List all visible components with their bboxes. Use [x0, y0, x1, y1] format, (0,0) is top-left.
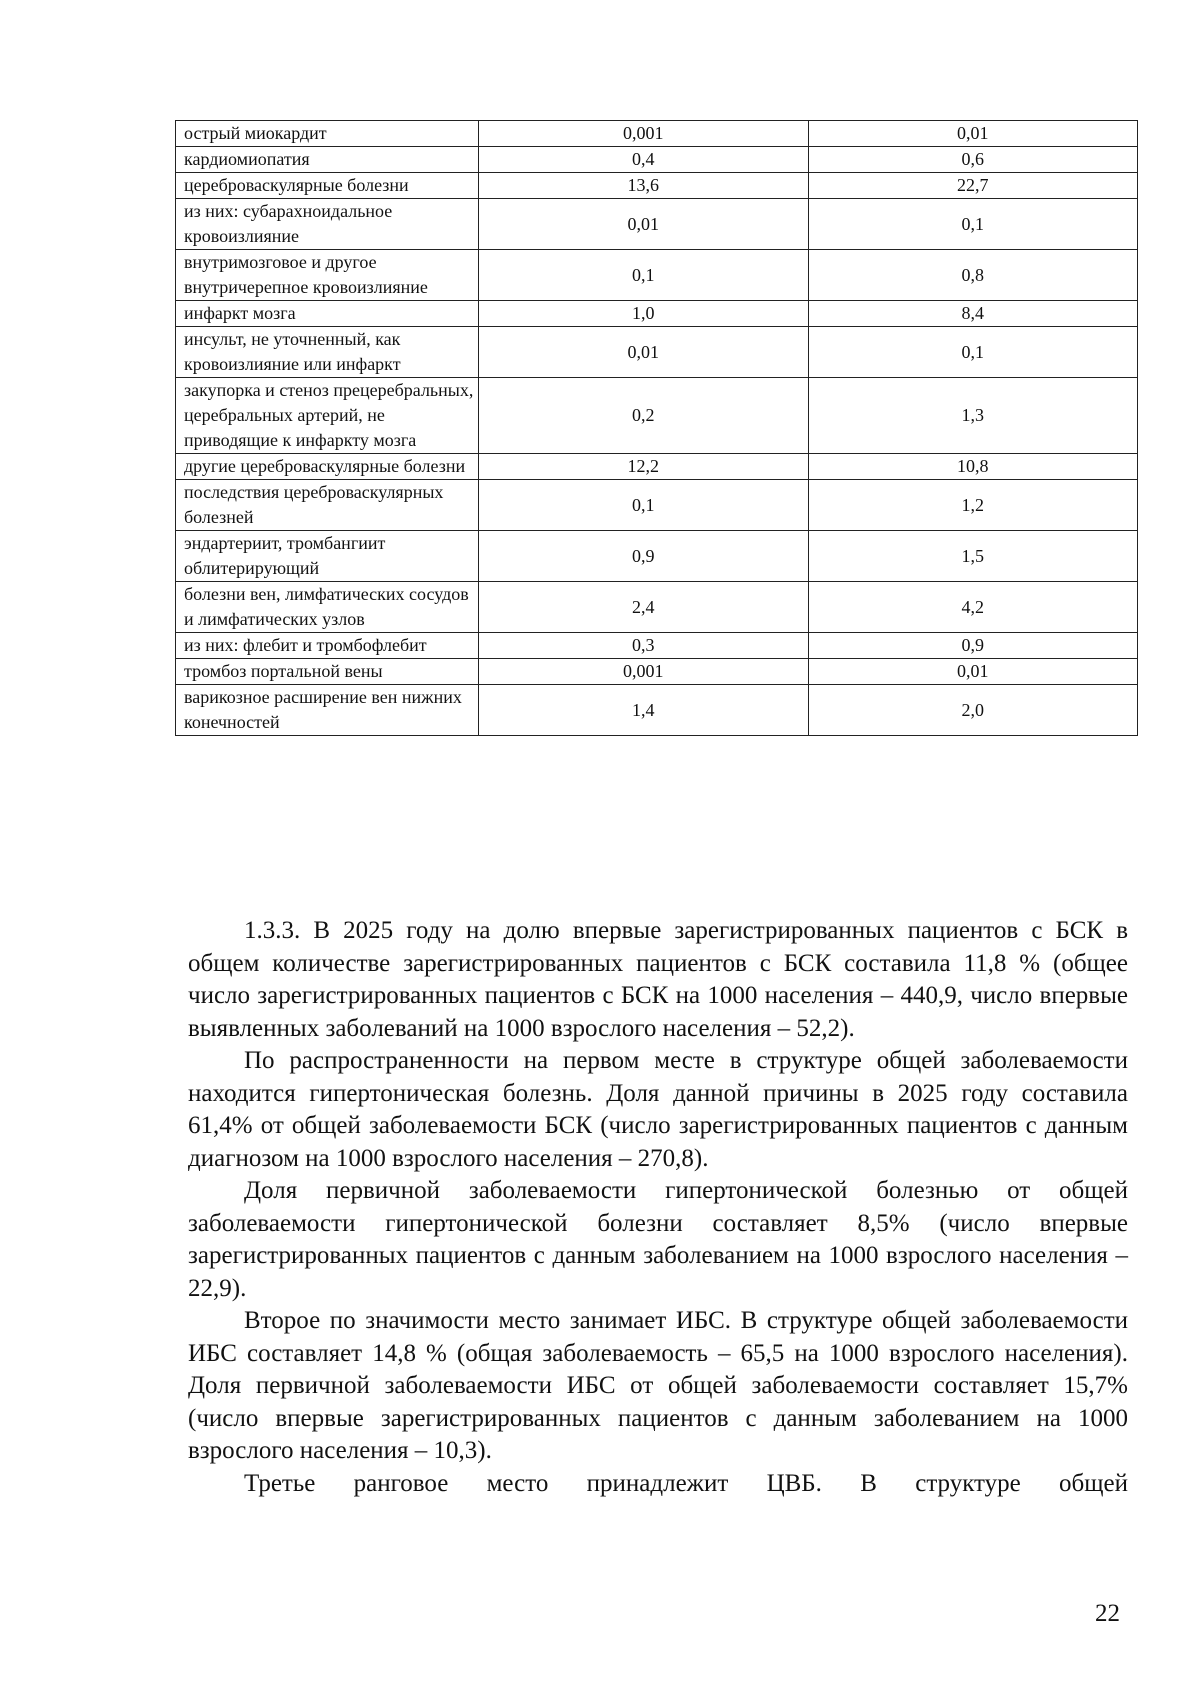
row-name-cell: последствия цереброваскулярных болезней [176, 480, 479, 531]
paragraph: Доля первичной заболеваемости гипертонической болезнью от общей заболеваемости гипертонической болезни составляет 8,5% (число впервые зарегистрированных пациентов с данным заболеванием на 1000 взрослого населения – 22,9). [188, 1177, 1128, 1302]
value-cell-1: 0,01 [479, 327, 809, 378]
table-body [176, 121, 1138, 736]
value-cell-2: 22,7 [808, 173, 1138, 199]
body-text [188, 915, 1128, 1500]
row-name-cell: внутримозговое и другое внутричерепное кровоизлияние [176, 250, 479, 301]
page-number: 22 [1095, 1600, 1120, 1627]
table-row [176, 659, 1138, 685]
value-cell-2: 1,2 [808, 480, 1138, 531]
paragraph: Второе по значимости место занимает ИБС. В структуре общей заболеваемости ИБС составляет 14,8 % (общая заболеваемость – 65,5 на 1000 взрослого населения). Доля первичной заболеваемости ИБС от общей заболеваемости составляет 15,7% (число впервые зарегистрированных пациентов с данным заболеванием на 1000 взрослого населения – 10,3). [188, 1307, 1128, 1464]
table-row [176, 301, 1138, 327]
table-row [176, 121, 1138, 147]
table-row [176, 480, 1138, 531]
value-cell-1: 12,2 [479, 454, 809, 480]
value-cell-1: 0,1 [479, 480, 809, 531]
morbidity-table [175, 120, 1138, 736]
table-row [176, 173, 1138, 199]
table-row [176, 531, 1138, 582]
row-name-cell: цереброваскулярные болезни [176, 173, 479, 199]
table-row [176, 327, 1138, 378]
value-cell-1: 0,9 [479, 531, 809, 582]
value-cell-1: 0,3 [479, 633, 809, 659]
row-name-cell: кардиомиопатия [176, 147, 479, 173]
row-name-cell: закупорка и стеноз прецеребральных, церебральных артерий, не приводящие к инфаркту мозга [176, 378, 479, 454]
row-name-cell: варикозное расширение вен нижних конечностей [176, 685, 479, 736]
value-cell-1: 0,2 [479, 378, 809, 454]
value-cell-2: 4,2 [808, 582, 1138, 633]
row-name-cell: инсульт, не уточненный, как кровоизлияние или инфаркт [176, 327, 479, 378]
paragraph: Третье ранговое место принадлежит ЦВБ. В структуре общей [244, 1469, 1128, 1497]
value-cell-2: 0,01 [808, 659, 1138, 685]
row-name-cell: из них: субарахноидальное кровоизлияние [176, 199, 479, 250]
value-cell-1: 13,6 [479, 173, 809, 199]
table-row [176, 199, 1138, 250]
value-cell-1: 0,1 [479, 250, 809, 301]
value-cell-2: 1,5 [808, 531, 1138, 582]
row-name-cell: тромбоз портальной вены [176, 659, 479, 685]
value-cell-1: 0,4 [479, 147, 809, 173]
table-row [176, 685, 1138, 736]
value-cell-1: 1,4 [479, 685, 809, 736]
row-name-cell: острый миокардит [176, 121, 479, 147]
value-cell-2: 0,6 [808, 147, 1138, 173]
paragraph: По распространенности на первом месте в структуре общей заболеваемости находится гипертоническая болезнь. Доля данной причины в 2025 году составила 61,4% от общей заболеваемости БСК (число зарегистрированных пациентов с данным диагнозом на 1000 взрослого населения – 270,8). [188, 1047, 1128, 1172]
table-row [176, 147, 1138, 173]
value-cell-1: 2,4 [479, 582, 809, 633]
value-cell-2: 0,01 [808, 121, 1138, 147]
value-cell-2: 10,8 [808, 454, 1138, 480]
table-row [176, 378, 1138, 454]
value-cell-2: 8,4 [808, 301, 1138, 327]
value-cell-2: 0,9 [808, 633, 1138, 659]
row-name-cell: другие цереброваскулярные болезни [176, 454, 479, 480]
value-cell-1: 0,001 [479, 659, 809, 685]
table-row [176, 582, 1138, 633]
value-cell-2: 0,8 [808, 250, 1138, 301]
value-cell-2: 0,1 [808, 327, 1138, 378]
value-cell-2: 2,0 [808, 685, 1138, 736]
table-row [176, 454, 1138, 480]
value-cell-2: 0,1 [808, 199, 1138, 250]
row-name-cell: инфаркт мозга [176, 301, 479, 327]
value-cell-1: 1,0 [479, 301, 809, 327]
value-cell-1: 0,001 [479, 121, 809, 147]
row-name-cell: эндартериит, тромбангиит облитерирующий [176, 531, 479, 582]
paragraph: 1.3.3. В 2025 году на долю впервые зарегистрированных пациентов с БСК в общем количестве зарегистрированных пациентов с БСК составила 11,8 % (общее число зарегистрированных пациентов с БСК на 1000 населения – 440,9, число впервые выявленных заболеваний на 1000 взрослого населения – 52,2). [188, 917, 1128, 1042]
row-name-cell: болезни вен, лимфатических сосудов и лимфатических узлов [176, 582, 479, 633]
row-name-cell: из них: флебит и тромбофлебит [176, 633, 479, 659]
value-cell-2: 1,3 [808, 378, 1138, 454]
table-row [176, 250, 1138, 301]
value-cell-1: 0,01 [479, 199, 809, 250]
table-row [176, 633, 1138, 659]
